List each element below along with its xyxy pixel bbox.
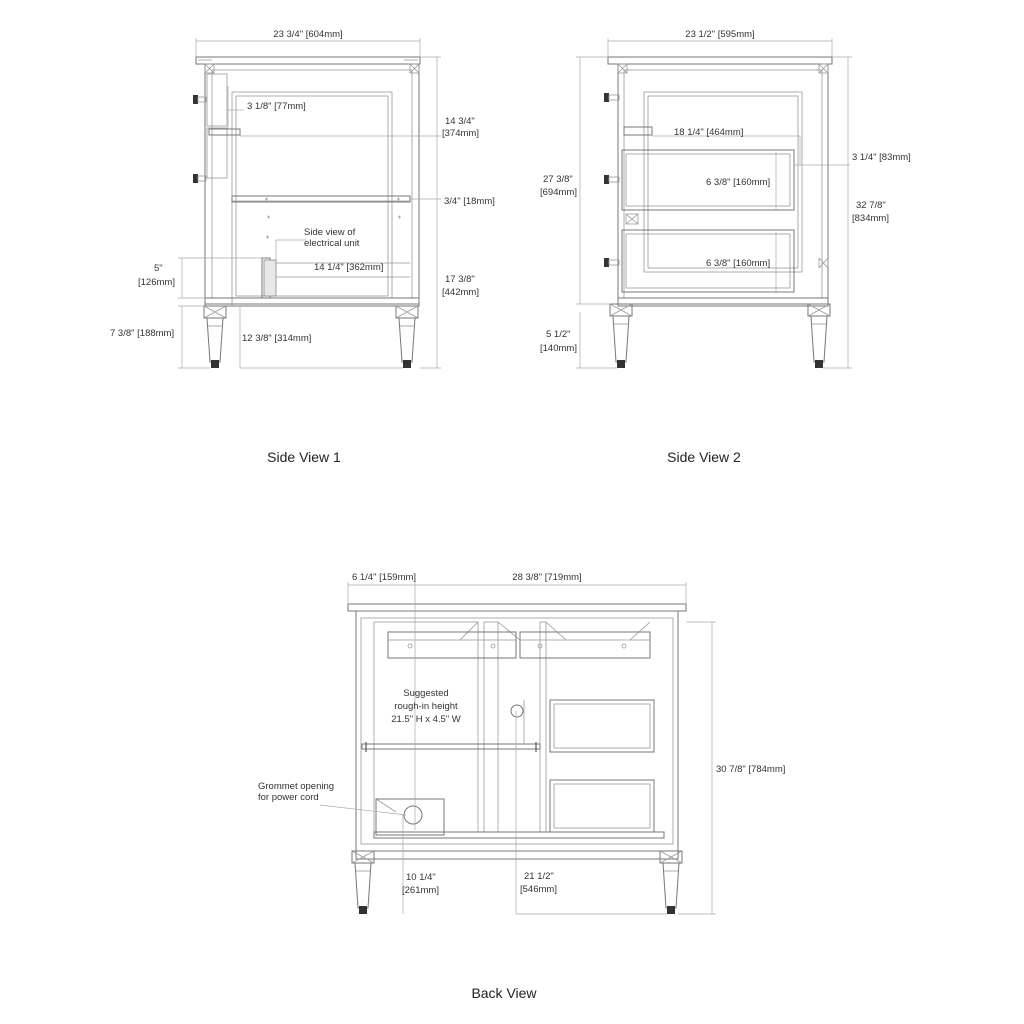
sv2-cabinet-height-label-b: [694mm] [540,187,577,198]
bv-center-height-b: [546mm] [520,884,557,895]
sv1-leg-height-label: 7 3/8" [188mm] [110,328,175,339]
sv1-top-height-label-b: [374mm] [442,128,479,139]
sv1-lower-height-label-a: 17 3/8" [445,274,475,285]
sv1-electrical-note-a: Side view of [304,227,356,238]
bv-grommet-height-a: 10 1/4" [406,872,436,883]
bv-width-label: 28 3/8" [719mm] [512,572,582,583]
sv1-electrical-depth-label: 14 1/4" [362mm] [314,262,384,273]
sv2-drawer-offset-label: 3 1/4" [83mm] [852,152,911,163]
side-view-2 [576,38,852,368]
sv1-width-label: 23 3/4" [604mm] [273,29,343,40]
bv-center-height-a: 21 1/2" [524,871,554,882]
sv2-leg-height-label-b: [140mm] [540,343,577,354]
sv2-drawer-depth-label: 18 1/4" [464mm] [674,127,744,138]
side-view-2-caption: Side View 2 [667,449,741,465]
sv1-elec-height-label-a: 5" [154,263,163,274]
side-view-1 [178,38,441,368]
back-view [320,582,716,914]
sv1-elec-height-label-b: [126mm] [138,277,175,288]
sv1-shelf-thickness-label: 3/4" [18mm] [444,196,495,207]
sv1-leg-depth-label: 12 3/8" [314mm] [242,333,312,344]
sv2-width-label: 23 1/2" [595mm] [685,29,755,40]
side-view-1-caption: Side View 1 [267,449,341,465]
back-view-caption: Back View [471,985,537,1001]
sv2-cabinet-height-label-a: 27 3/8" [543,174,573,185]
sv2-total-height-label-b: [834mm] [852,213,889,224]
bv-grommet-b: for power cord [258,792,319,803]
bv-left-offset-label: 6 1/4" [159mm] [351,572,417,583]
sv1-lower-height-label-b: [442mm] [442,287,479,298]
sv2-leg-height-label-a: 5 1/2" [546,329,571,340]
sv1-top-height-label-a: 14 3/4" [445,116,475,127]
sv1-electrical-note-b: electrical unit [304,238,360,249]
sv2-total-height-label-a: 32 7/8" [856,200,886,211]
bv-grommet-a: Grommet opening [258,781,335,792]
bv-rough-in-c: 21.5" H x 4.5" W [391,714,461,725]
bv-rough-in-b: rough-in height [394,701,458,712]
sv2-drawer-height-1-label: 6 3/8" [160mm] [706,177,771,188]
sv2-drawer-height-2-label: 6 3/8" [160mm] [706,258,771,269]
bv-height-label: 30 7/8" [784mm] [716,764,786,775]
sv1-drawer-gap-label: 3 1/8" [77mm] [247,101,306,112]
bv-grommet-height-b: [261mm] [402,885,439,896]
bv-rough-in-a: Suggested [403,688,449,699]
